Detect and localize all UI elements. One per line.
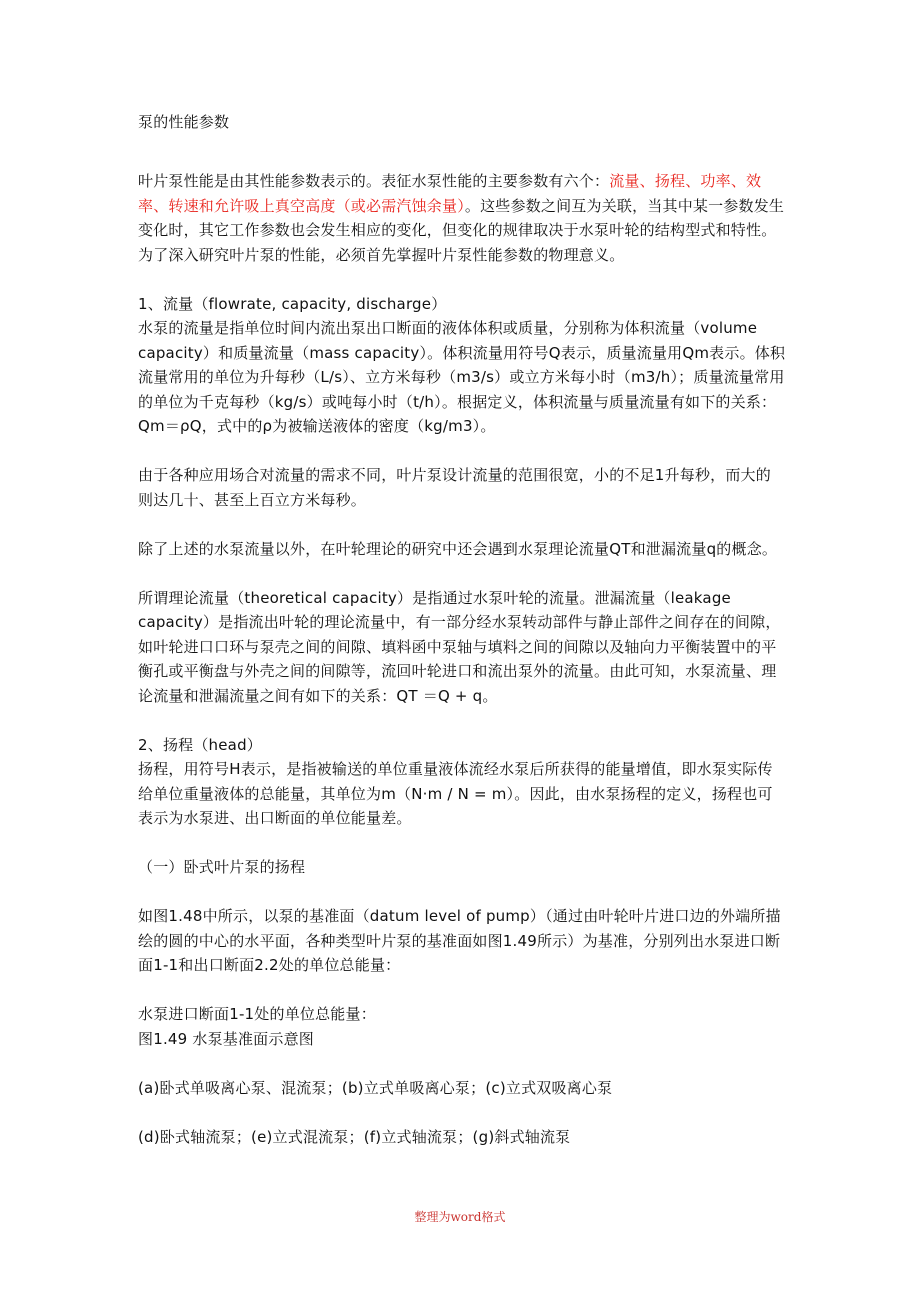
intro-highlight: 流量、扬程、功率、效率、转速和允许吸上真空高度（或必需汽蚀余量） bbox=[138, 172, 762, 215]
footer-note: 整理为word格式 bbox=[414, 1210, 506, 1224]
intro-text-after: 。这些参数之间互为关联，当其中某一参数发生变化时，其它工作参数也会发生相应的变化，但变化的规律取决于水泵叶轮的结构型式和特性。为了深入研究叶片泵的性能，必须首先掌握叶片泵性能参数的物理意义。 bbox=[138, 196, 785, 264]
intro-text-before: 叶片泵性能是由其性能参数表示的。表征水泵性能的主要参数有六个： bbox=[138, 172, 610, 190]
inlet-energy-line: 水泵进口断面1-1处的单位总能量： bbox=[138, 1005, 376, 1023]
figure-caption: 图1.49 水泵基准面示意图 bbox=[138, 1029, 314, 1048]
figure-items-line-2: (d)卧式轴流泵；(e)立式混流泵；(f)立式轴流泵；(g)斜式轴流泵 bbox=[138, 1127, 571, 1146]
sub-heading: （一）卧式叶片泵的扬程 bbox=[138, 858, 306, 876]
flow-paragraph-4: 所谓理论流量（theoretical capacity）是指通过水泵叶轮的流量。泄漏流量（leakage capacity）是指流出叶轮的理论流量中，有一部分经水泵转动部件与静止部件之间存在的间隙，如叶轮进口口环与泵壳之间的间隙、填料函中泵轴与填料之间的间隙以及轴向力平衡装置中的平衡孔或平衡盘与外壳之间的间隙等，流回叶轮进口和流出泵外的流量。由此可知，水泵流量、理论流量和泄漏流量之间有如下的关系：QT ＝Q + q。 bbox=[138, 588, 781, 705]
head-heading: 2、扬程（head） bbox=[138, 735, 262, 754]
figure-items-line-1: (a)卧式单吸离心泵、混流泵；(b)立式单吸离心泵；(c)立式双吸离心泵 bbox=[138, 1078, 613, 1097]
intro-paragraph bbox=[138, 169, 786, 267]
head-paragraph-1: 扬程，用符号H表示，是指被输送的单位重量液体流经水泵后所获得的能量增值，即水泵实际传给单位重量液体的总能量，其单位为m（N·m / N = m）。因此，由水泵扬程的定义，扬程也可表示为水泵进、出口断面的单位能量差。 bbox=[138, 760, 773, 827]
flow-paragraph-3: 除了上述的水泵流量以外，在叶轮理论的研究中还会遇到水泵理论流量QT和泄漏流量q的概念。 bbox=[138, 539, 778, 558]
flow-heading: 1、流量（flowrate, capacity, discharge） bbox=[138, 294, 447, 313]
document-title: 泵的性能参数 bbox=[138, 113, 230, 131]
flow-paragraph-2: 由于各种应用场合对流量的需求不同，叶片泵设计流量的范围很宽，小的不足1升每秒，而大的则达几十、甚至上百立方米每秒。 bbox=[138, 466, 771, 509]
flow-paragraph-1: 水泵的流量是指单位时间内流出泵出口断面的液体体积或质量，分别称为体积流量（volume capacity）和质量流量（mass capacity）。体积流量用符号Q表示，质量流量用Qm表示。体积流量常用的单位为升每秒（L/s）、立方米每秒（m3/s）或立方米每小时（m3/h）；质量流量常用的单位为千克每秒（kg/s）或吨每小时（t/h）。根据定义，体积流量与质量流量有如下的关系：Qm＝ρQ，式中的ρ为被输送液体的密度（kg/m3）。 bbox=[138, 319, 786, 435]
document-body bbox=[138, 110, 786, 1149]
head-paragraph-2: 如图1.48中所示，以泵的基准面（datum level of pump）（通过由叶轮叶片进口边的外端所描绘的圆的中心的水平面，各种类型叶片泵的基准面如图1.49所示）为基准，分别列出水泵进口断面1-1和出口断面2.2处的单位总能量： bbox=[138, 907, 781, 974]
